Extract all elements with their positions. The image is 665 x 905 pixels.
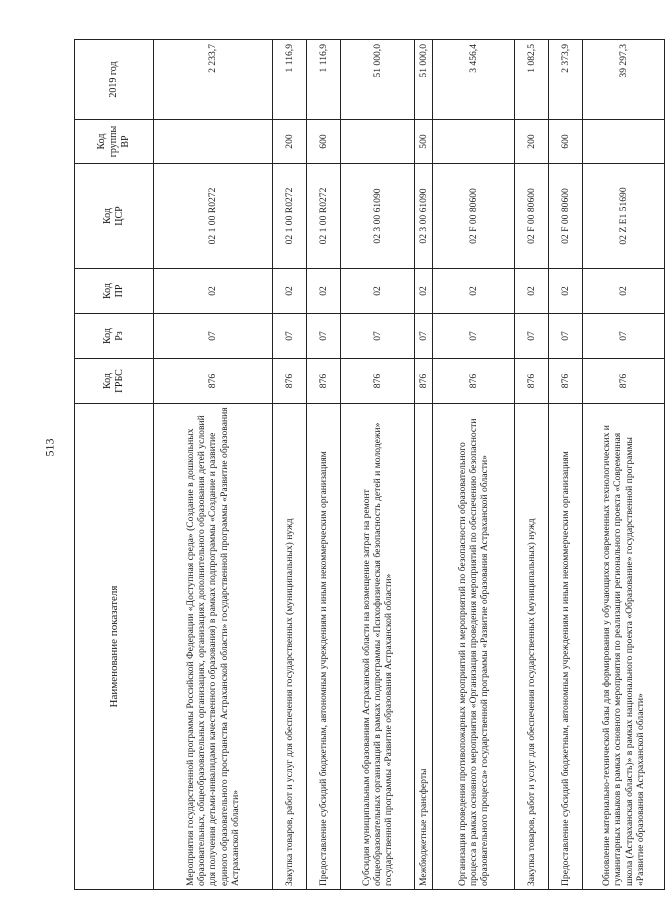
header-pr: Код ПР — [75, 269, 154, 314]
row-rz: 07 — [433, 314, 515, 359]
row-pr: 02 — [273, 269, 307, 314]
row-vr — [433, 120, 515, 164]
row-vr: 600 — [307, 120, 341, 164]
header-rz: Код Рз — [75, 314, 154, 359]
header-name: Наименование показателя — [75, 404, 154, 890]
row-pr: 02 — [415, 269, 433, 314]
row-name: Межбюджетные трансферты — [415, 404, 433, 890]
row-pr: 02 — [583, 269, 665, 314]
row-rz: 07 — [415, 314, 433, 359]
row-csr: 02 F 00 80600 — [549, 164, 583, 269]
row-vr: 600 — [549, 120, 583, 164]
row-amount: 2 233,7 — [154, 40, 273, 120]
row-rz: 07 — [515, 314, 549, 359]
row-csr: 02 1 00 R0272 — [307, 164, 341, 269]
header-row — [75, 40, 154, 890]
row-vr: 500 — [415, 120, 433, 164]
budget-table — [74, 39, 665, 890]
header-grbs: Код ГРБС — [75, 359, 154, 404]
row-vr — [341, 120, 415, 164]
row-vr: 200 — [515, 120, 549, 164]
row-rz: 07 — [154, 314, 273, 359]
row-amount: 51 000,0 — [415, 40, 433, 120]
row-rz: 07 — [583, 314, 665, 359]
table-row — [415, 40, 433, 890]
row-grbs: 876 — [515, 359, 549, 404]
row-csr: 02 F 00 80600 — [515, 164, 549, 269]
row-amount: 2 373,9 — [549, 40, 583, 120]
row-vr — [583, 120, 665, 164]
row-pr: 02 — [515, 269, 549, 314]
row-csr: 02 3 00 61090 — [341, 164, 415, 269]
row-name: Предоставление субсидий бюджетным, автономным учреждениям и иным некоммерческим организациям — [307, 404, 341, 890]
row-name: Организация проведения противопожарных мероприятий и мероприятий по безопасности образовательного процесса в рамках основного мероприятия «Организация проведения мероприятий по обеспечению безопасности образовательного процесса» государственной программы «Развитие образования Астраханской области» — [433, 404, 515, 890]
row-csr: 02 1 00 R0272 — [154, 164, 273, 269]
row-name: Закупка товаров, работ и услуг для обеспечения государственных (муниципальных) нужд — [515, 404, 549, 890]
row-pr: 02 — [433, 269, 515, 314]
row-grbs: 876 — [341, 359, 415, 404]
row-name: Закупка товаров, работ и услуг для обеспечения государственных (муниципальных) нужд — [273, 404, 307, 890]
row-csr: 02 F 00 80600 — [433, 164, 515, 269]
row-pr: 02 — [549, 269, 583, 314]
row-grbs: 876 — [154, 359, 273, 404]
header-csr: Код ЦСР — [75, 164, 154, 269]
table-row — [549, 40, 583, 890]
row-grbs: 876 — [415, 359, 433, 404]
row-amount: 1 116,9 — [273, 40, 307, 120]
row-amount: 39 297,3 — [583, 40, 665, 120]
row-vr: 200 — [273, 120, 307, 164]
table-row — [515, 40, 549, 890]
table-row — [307, 40, 341, 890]
header-vr: Код группы ВР — [75, 120, 154, 164]
row-pr: 02 — [154, 269, 273, 314]
row-rz: 07 — [273, 314, 307, 359]
row-rz: 07 — [341, 314, 415, 359]
row-grbs: 876 — [583, 359, 665, 404]
row-rz: 07 — [549, 314, 583, 359]
row-csr: 02 1 00 R0272 — [273, 164, 307, 269]
table-row — [273, 40, 307, 890]
table-row — [154, 40, 273, 890]
row-amount: 1 082,5 — [515, 40, 549, 120]
row-grbs: 876 — [273, 359, 307, 404]
row-amount: 51 000,0 — [341, 40, 415, 120]
page-number: 513 — [42, 438, 57, 457]
row-amount: 3 456,4 — [433, 40, 515, 120]
row-amount: 1 116,9 — [307, 40, 341, 120]
row-grbs: 876 — [307, 359, 341, 404]
rotated-content — [74, 40, 646, 890]
row-name: Мероприятия государственной программы Российской Федерации «Доступная среда» (Создание в дошкольных образовательных, общеобразовательных организациях, организациях дополнительного образования детей условий для получения детьми-инвалидами качественного образования) в рамках подпрограммы «Создание и развитие единого образовательного пространства Астраханской области» государственной программы «Развитие образования Астраханской области» — [154, 404, 273, 890]
table-row — [341, 40, 415, 890]
row-pr: 02 — [307, 269, 341, 314]
row-rz: 07 — [307, 314, 341, 359]
row-pr: 02 — [341, 269, 415, 314]
row-name: Предоставление субсидий бюджетным, автономным учреждениям и иным некоммерческим организациям — [549, 404, 583, 890]
row-vr — [154, 120, 273, 164]
row-name: Обновление материально-технической базы для формирования у обучающихся современных технологических и гуманитарных навыков в рамках основного мероприятия по реализации регионального проекта «Современная школа (Астраханская область)» в рамках национального проекта «Образование» государственной программы «Развитие образования Астраханской области» — [583, 404, 665, 890]
row-grbs: 876 — [549, 359, 583, 404]
row-grbs: 876 — [433, 359, 515, 404]
row-csr: 02 3 00 61090 — [415, 164, 433, 269]
row-name: Субсидия муниципальным образованиям Астраханской области на возмещение затрат на ремонт общеобразовательных организаций в рамках подпрограммы «Психофизическая безопасность детей и молодежи» государственной программы «Развитие образования Астраханской области» — [341, 404, 415, 890]
rotated-table-area — [74, 40, 646, 890]
table-row — [583, 40, 665, 890]
header-year: 2019 год — [75, 40, 154, 120]
row-csr: 02 Z E1 51690 — [583, 164, 665, 269]
table-row — [433, 40, 515, 890]
